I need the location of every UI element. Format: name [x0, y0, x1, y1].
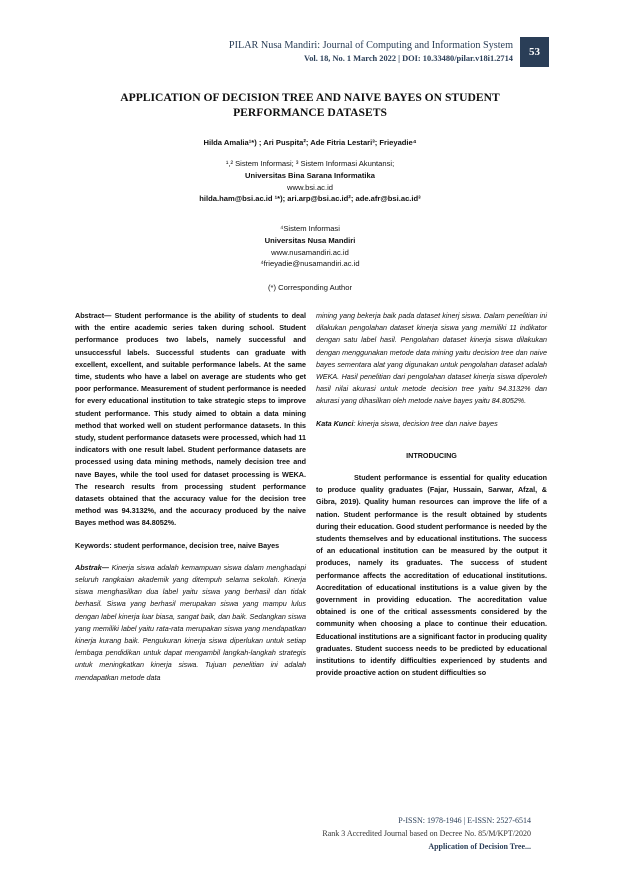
page-footer	[322, 814, 531, 853]
keywords-english	[75, 540, 306, 552]
affiliation-line: Universitas Bina Sarana Informatika	[245, 170, 375, 180]
abstrak-label: Abstrak—	[75, 562, 109, 572]
affiliation-block-1	[70, 158, 550, 205]
kata-kunci-label: Kata Kunci	[316, 418, 354, 428]
footer-running-title: Application of Decision Tree...	[428, 842, 531, 851]
affiliation-emails: hilda.ham@bsi.ac.id ¹*); ari.arp@bsi.ac.id²; ade.afr@bsi.ac.id³	[199, 194, 421, 204]
journal-name: PILAR Nusa Mandiri: Journal of Computing and Information System	[228, 40, 513, 51]
affiliation-line: ⁴Sistem Informasi	[280, 224, 340, 233]
affiliation-line: ¹,² Sistem Informasi; ³ Sistem Informasi Akuntansi;	[225, 159, 395, 168]
abstract-indonesian-continued: mining yang bekerja baik pada dataset kinerj siswa. Dalam penelitian ini dilakukan pengolahan dataset kinerja siswa yang memiliki 11 indikator dengan satu label hasil. Pengolahan dataset kinerja siswa dilakukan dengan menggunakan metode data mining yaitu decision tree dan naive bayes sementara alat yang digunakan untuk pengolahan dataset adalah WEKA. Hasil penelitian dari pengolahan dataset kinerja siswa diperoleh hasil nilai akurasi untuk metode decision tree yaitu 94.3132% dan akurasi yang dihasilkan oleh metode naive bayes yaitu 84.8052%.	[316, 311, 547, 406]
right-column	[316, 310, 547, 679]
footer-accreditation: Rank 3 Accredited Journal based on Decree No. 85/M/KPT/2020	[322, 829, 531, 838]
title-line-1: APPLICATION OF DECISION TREE AND NAIVE BAYES ON STUDENT	[120, 91, 500, 104]
volume-doi-line: Vol. 18, No. 1 March 2022 | DOI: 10.33480/pilar.v18i1.2714	[303, 54, 513, 63]
abstract-english	[75, 310, 306, 530]
left-column	[75, 310, 306, 684]
kata-kunci-text: : kinerja siswa, decision tree dan naive bayes	[353, 418, 498, 428]
corresponding-author-note: (*) Corresponding Author	[268, 283, 352, 292]
affiliation-emails: ⁴frieyadie@nusamandiri.ac.id	[260, 259, 360, 269]
author-list: Hilda Amalia¹*) ; Ari Puspita²; Ade Fitria Lestari³; Frieyadie⁴	[203, 138, 417, 147]
abstrak-text: Kinerja siswa adalah kemampuan siswa dalam menghadapi seluruh rangkaian akademik yang ditempuh selama sekolah. Kinerja siswa menghasilkan dua label yaitu siswa yang berhasil dan tidak berhasil. Siswa yang berhasil merupakan siswa yang mampu lulus dengan label kinerja luar biasa, sangat baik, dan baik. Sedangkan siswa yang memiliki label yaitu rata-rata merupakan siswa yang mendapatkan kinerja kurang baik. Pengukuran kinerja siswa diperlukan untuk setiap lembaga pendidikan untuk dapat mengambil langkah-langkah strategis untuk meningkatkan kinerja siswa. Tujuan penelitian ini adalah mendapatkan metode data	[75, 562, 306, 682]
affiliation-line: Universitas Nusa Mandiri	[264, 235, 356, 245]
keywords-text: student performance, decision tree, naive Bayes	[111, 540, 280, 550]
footer-issn: P-ISSN: 1978-1946 | E-ISSN: 2527-6514	[398, 816, 531, 825]
paper-title	[70, 90, 550, 120]
abstract-text: Student performance is the ability of students to deal with the entire academic series taken during school. Student performance produces two labels, namely successful and unsuccessful labels. Successful students can graduate with excellent, excellent, and suitable performance labels. At the same time, students who have a label on average are students who get poor performance. Measurement of student performance is needed for every educational institution to take strategic steps to improve student performance. This study aimed to obtain a data mining method that worked well on student performance datasets. In this study, student performance datasets were processed, which had 11 indicators with one result label. Student performance datasets are processed using data mining methods, namely decision tree and nave Bayes, while the tool used for dataset processing is WEKA. The research results from processing student performance datasets obtained that the accuracy value for the decision tree method was 94.3132%, and the accuracy produced by the naive Bayes method was 84.8052%.	[75, 311, 306, 528]
title-line-2: PERFORMANCE DATASETS	[233, 106, 387, 119]
abstract-indonesian-start	[75, 562, 306, 684]
keywords-label: Keywords:	[75, 540, 112, 550]
affiliation-line: www.nusamandiri.ac.id	[271, 247, 349, 257]
introducing-paragraph: Student performance is essential for quality education to produce quality graduates (Fajar, Hussain, Sarwar, Afzal, & Gibra, 2019). Quality human resources can improve the life of a nation. Student performance is the result obtained by students during their education. Good student performance is needed by the students themselves and by educational institutions. The success of an educational institution can be measured by the output it produces, namely its graduates. The success of student performance affects the accreditation of educational institutions. Accreditation of educational institutions is a value given by the government in providing education. The accreditation value obtained is one of the critical assessments considered by the community when choosing a place to continue their education. Educational institutions are a significant factor in producing quality graduates. Student success needs to be predicted by educational institutions to identify difficulties experienced by students and provide proactive action on student difficulties so	[316, 473, 547, 678]
affiliation-block-2	[70, 223, 550, 270]
keywords-indonesian	[316, 418, 547, 430]
page-number-badge: 53	[520, 37, 549, 67]
section-heading-introducing: INTRODUCING	[406, 450, 457, 460]
abstract-label: Abstract—	[75, 311, 112, 320]
affiliation-line: www.bsi.ac.id	[287, 182, 333, 192]
